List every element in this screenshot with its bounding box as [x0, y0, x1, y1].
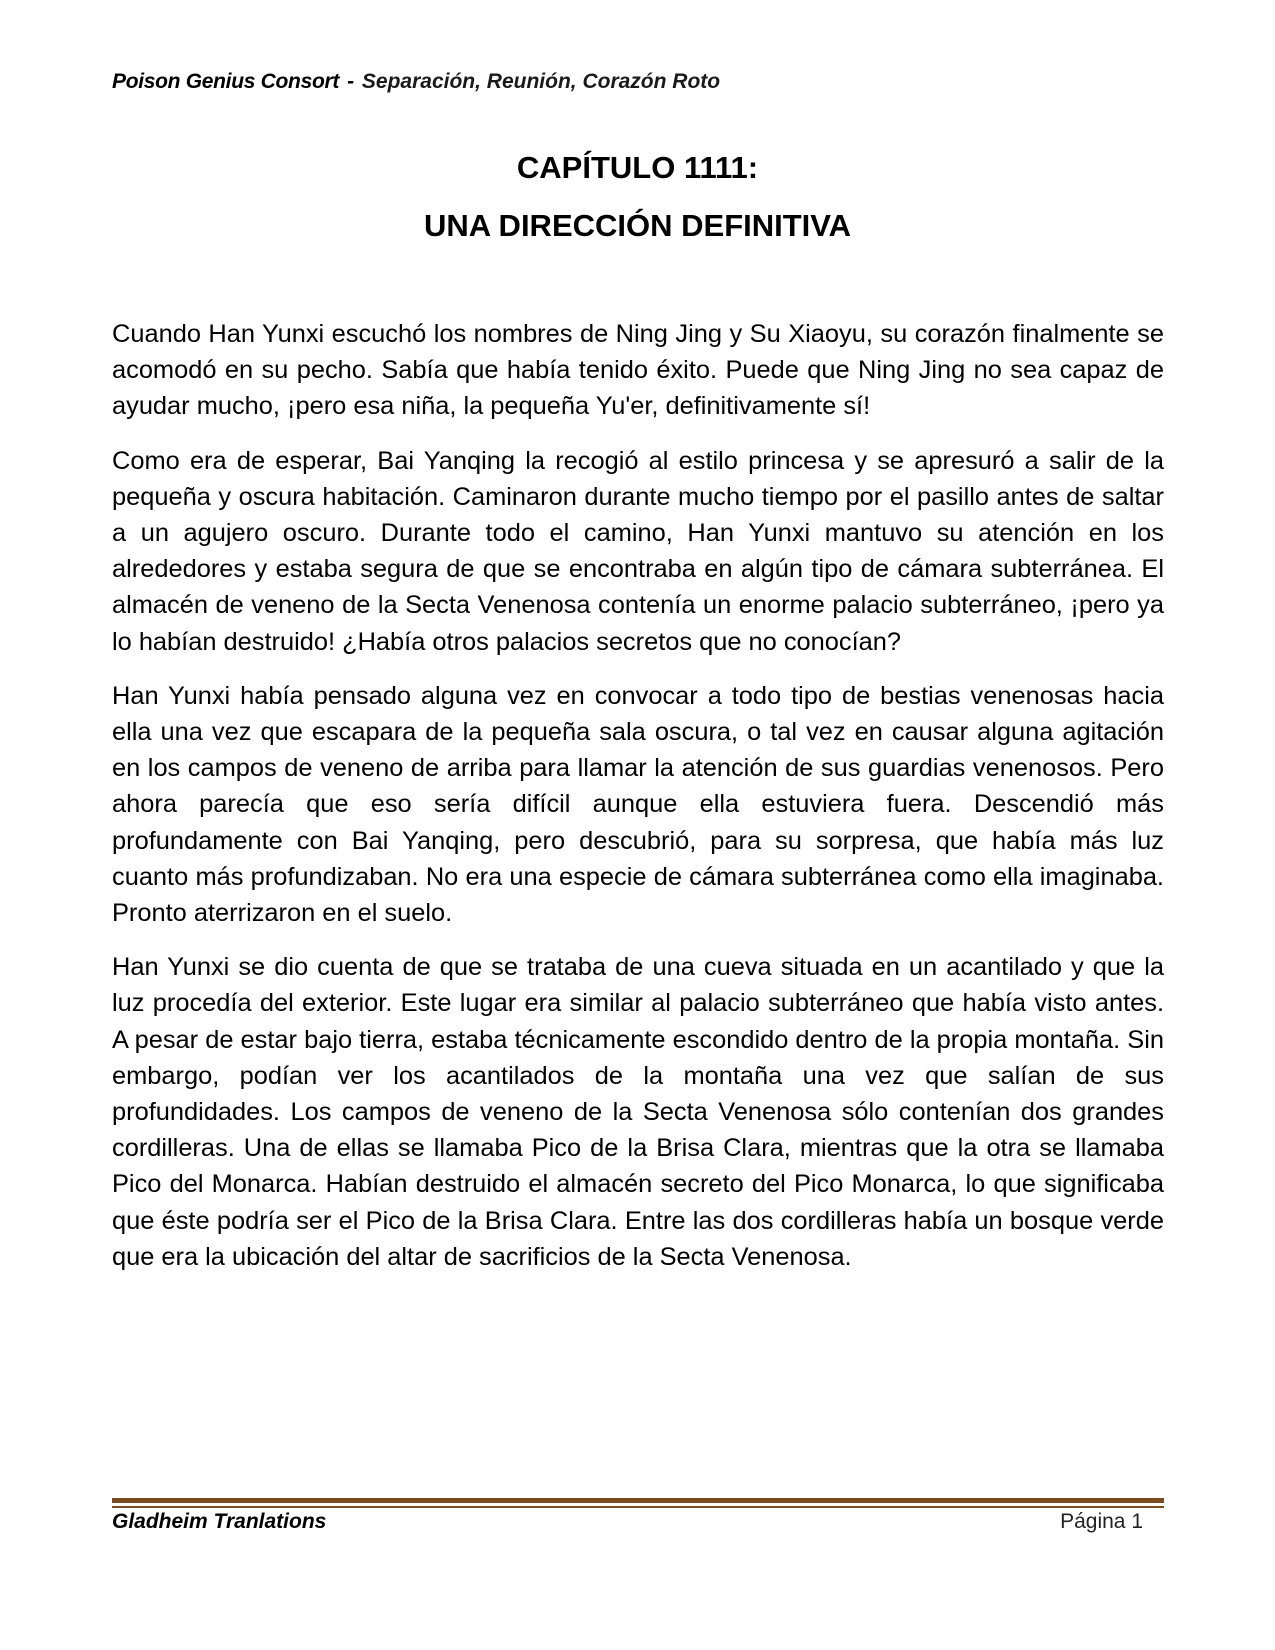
- series-title: Poison Genius Consort: [112, 70, 340, 93]
- paragraph: Han Yunxi había pensado alguna vez en convocar a todo tipo de bestias venenosas hacia ella una vez que escapara de la pequeña sala oscura, o tal vez en causar alguna agitación en los campos de veneno de arriba para llamar la atención de sus guardias venenosos. Pero ahora parecía que eso sería difícil aunque ella estuviera fuera. Descendió más profundamente con Bai Yanqing, pero descubrió, para su sorpresa, que había más luz cuanto más profundizaban. No era una especie de cámara subterránea como ella imaginaba. Pronto aterrizaron en el suelo.: [112, 681, 1164, 928]
- footer-rule-thick: [112, 1498, 1164, 1503]
- footer-rule-thin: [112, 1506, 1164, 1508]
- page-number: Página 1: [1060, 1510, 1143, 1533]
- header-separator: -: [347, 70, 355, 93]
- running-header: [112, 70, 720, 94]
- translator-credit: Gladheim Tranlations: [112, 1510, 327, 1533]
- paragraph: Cuando Han Yunxi escuchó los nombres de Ning Jing y Su Xiaoyu, su corazón finalmente se acomodó en su pecho. Sabía que había tenido éxito. Puede que Ning Jing no sea capaz de ayudar mucho, ¡pero esa niña, la pequeña Yu'er, definitivamente sí!: [112, 320, 1164, 421]
- chapter-title: UNA DIRECCIÓN DEFINITIVA: [423, 208, 852, 243]
- chapter-body: [112, 316, 1164, 1293]
- paragraph: Como era de esperar, Bai Yanqing la recogió al estilo princesa y se apresuró a salir de la pequeña y oscura habitación. Caminaron durante mucho tiempo por el pasillo antes de saltar a un agujero oscuro. Durante todo el camino, Han Yunxi mantuvo su atención en los alrededores y estaba segura de que se encontraba en algún tipo de cámara subterránea. El almacén de veneno de la Secta Venenosa contenía un enorme palacio subterráneo, ¡pero ya lo habían destruido! ¿Había otros palacios secretos que no conocían?: [112, 446, 1164, 656]
- paragraph: Han Yunxi se dio cuenta de que se trataba de una cueva situada en un acantilado y que la luz procedía del exterior. Este lugar era similar al palacio subterráneo que había visto antes. A pesar de estar bajo tierra, estaba técnicamente escondido dentro de la propia montaña. Sin embargo, podían ver los acantilados de la montaña una vez que salían de sus profundidades. Los campos de veneno de la Secta Venenosa sólo contenían dos grandes cordilleras. Una de ellas se llamaba Pico de la Brisa Clara, mientras que la otra se llamaba Pico del Monarca. Habían destruido el almacén secreto del Pico Monarca, lo que significaba que éste podría ser el Pico de la Brisa Clara. Entre las dos cordilleras había un bosque verde que era la ubicación del altar de sacrificios de la Secta Venenosa.: [112, 953, 1164, 1271]
- volume-subtitle: Separación, Reunión, Corazón Roto: [361, 70, 721, 93]
- chapter-number: CAPÍTULO 1111:: [516, 150, 759, 185]
